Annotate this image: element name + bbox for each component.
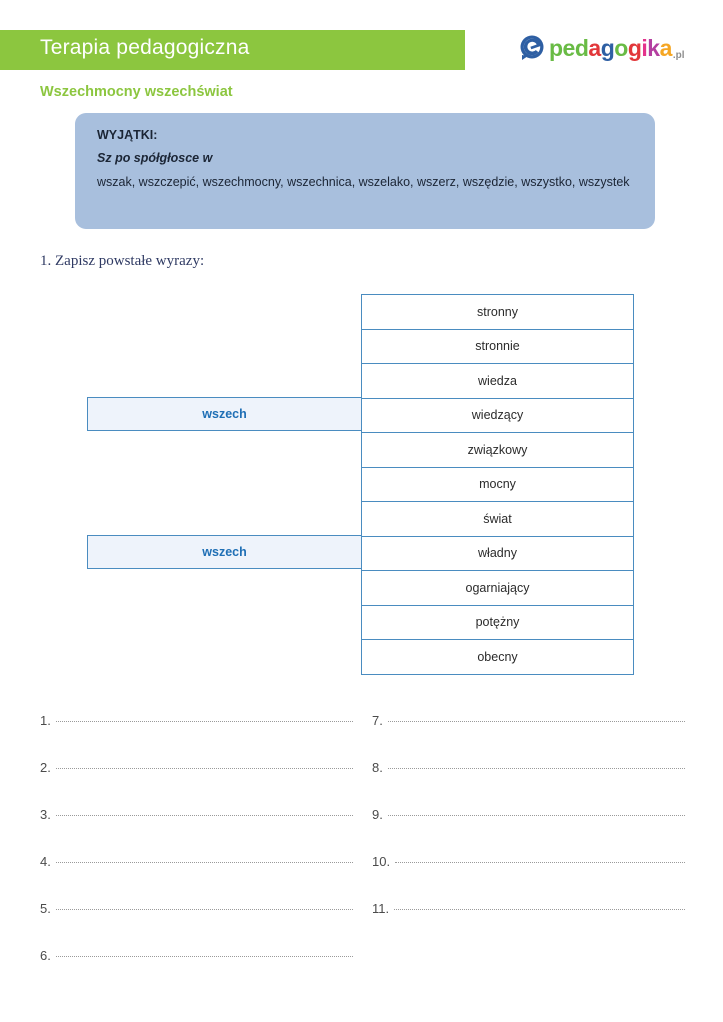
logo-segment-ped: ped <box>549 34 589 61</box>
logo-segment-g2: g <box>627 34 642 61</box>
answer-dotted-line[interactable] <box>395 862 685 863</box>
answer-number: 11. <box>372 901 390 916</box>
answer-dotted-line[interactable] <box>388 815 685 816</box>
answer-dotted-line[interactable] <box>388 768 685 769</box>
answer-number: 1. <box>40 713 51 728</box>
table-cell-word: wiedza <box>362 364 634 399</box>
exceptions-title: WYJĄTKI: <box>97 128 158 142</box>
page-title: Terapia pedagogiczna <box>40 36 250 59</box>
table-cell-word: mocny <box>362 467 634 502</box>
exceptions-rule-middle: po spółgłosce <box>111 151 203 166</box>
answer-dotted-line[interactable] <box>56 768 353 769</box>
answer-line-right[interactable] <box>372 760 685 775</box>
logo-segment-a1: a <box>588 34 601 61</box>
answer-number: 10. <box>372 854 391 869</box>
table-cell-word: świat <box>362 502 634 537</box>
table-cell-word: wiedzący <box>362 398 634 433</box>
task-instruction: 1. Zapisz powstałe wyrazy: <box>40 253 205 269</box>
table-cell-word: władny <box>362 536 634 571</box>
answer-line-left[interactable] <box>40 807 353 822</box>
answer-line-right[interactable] <box>372 807 685 822</box>
answer-number: 2. <box>40 760 51 775</box>
exceptions-rule-suffix: w <box>202 151 213 166</box>
table-cell-word: stronnie <box>362 329 634 364</box>
answer-number: 6. <box>40 948 51 963</box>
answer-number: 9. <box>372 807 383 822</box>
answer-dotted-line[interactable] <box>56 721 353 722</box>
answer-dotted-line[interactable] <box>388 721 685 722</box>
logo-tld: .pl <box>672 50 685 61</box>
answer-number: 4. <box>40 854 51 869</box>
exceptions-rule-prefix: Sz <box>97 151 112 166</box>
answer-line-right[interactable] <box>372 713 685 728</box>
table-cell-word: ogarniający <box>362 571 634 606</box>
answer-number: 3. <box>40 807 51 822</box>
prefix-label-2: wszech <box>202 545 247 559</box>
logo-segment-o: o <box>614 34 628 61</box>
answer-line-left[interactable] <box>40 713 353 728</box>
table-cell-word: związkowy <box>362 433 634 468</box>
answer-line-right[interactable] <box>372 901 685 916</box>
answer-line-left[interactable] <box>40 760 353 775</box>
answer-dotted-line[interactable] <box>394 909 685 910</box>
answer-line-left[interactable] <box>40 901 353 916</box>
table-cell-word: obecny <box>362 640 634 675</box>
table-cell-word: potężny <box>362 605 634 640</box>
logo-segment-i: i <box>641 34 648 61</box>
logo-segment-a2: a <box>659 34 672 61</box>
prefix-label-1: wszech <box>202 407 247 421</box>
answer-dotted-line[interactable] <box>56 815 353 816</box>
logo-segment-k: k <box>647 34 660 61</box>
answer-number: 8. <box>372 760 383 775</box>
table-cell-word: stronny <box>362 295 634 330</box>
answer-number: 5. <box>40 901 51 916</box>
answer-line-left[interactable] <box>40 948 353 963</box>
answer-dotted-line[interactable] <box>56 956 353 957</box>
answer-line-right[interactable] <box>372 854 685 869</box>
answer-number: 7. <box>372 713 383 728</box>
exceptions-word-list: wszak, wszczepić, wszechmocny, wszechnica, wszelako, wszerz, wszędzie, wszystko, wszystek <box>97 174 630 189</box>
worksheet-subtitle: Wszechmocny wszechświat <box>40 84 233 100</box>
logo-segment-g1: g <box>600 34 615 61</box>
answer-dotted-line[interactable] <box>56 862 353 863</box>
answer-line-left[interactable] <box>40 854 353 869</box>
answer-dotted-line[interactable] <box>56 909 353 910</box>
